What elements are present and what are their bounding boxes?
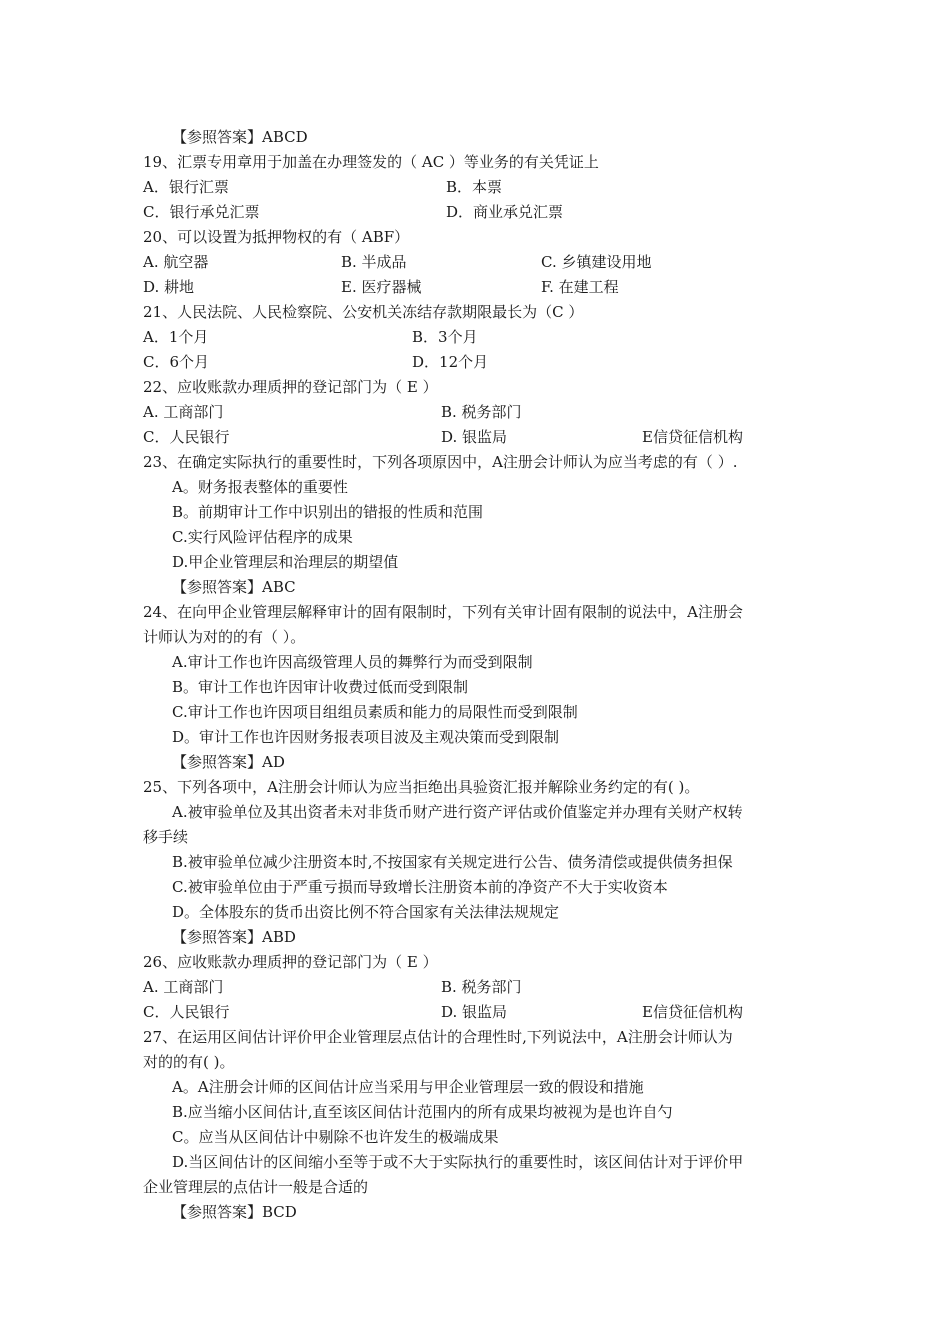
option-c: C．人民银行 [143, 1003, 230, 1021]
option-b: B。审计工作也许因审计收费过低而受到限制 [172, 678, 469, 696]
option-b: B。前期审计工作中识别出的错报的性质和范围 [172, 503, 484, 521]
answer-line: 【参照答案】ABCD [172, 128, 308, 146]
question-20: 20、可以设置为抵押物权的有（ ABF） [143, 228, 410, 246]
option-a: A.审计工作也许因高级管理人员的舞弊行为而受到限制 [172, 653, 533, 671]
option-d-cont: 企业管理层的点估计一般是合适的 [143, 1178, 369, 1196]
option-d: D．商业承兑汇票 [446, 203, 564, 221]
question-22: 22、应收账款办理质押的登记部门为（ E ） [143, 378, 438, 396]
option-b: B. 税务部门 [441, 978, 522, 996]
option-a: A. 工商部门 [143, 978, 224, 996]
option-d: D.甲企业管理层和治理层的期望值 [172, 553, 399, 571]
option-a: A。A注册会计师的区间估计应当采用与甲企业管理层一致的假设和措施 [172, 1078, 644, 1096]
question-24-cont: 计师认为对的的有（ ）。 [143, 628, 306, 646]
option-b: B.应当缩小区间估计,直至该区间估计范围内的所有成果均被视为是也许自勺 [172, 1103, 673, 1121]
option-e: E信贷征信机构 [642, 428, 743, 446]
answer-line: 【参照答案】AD [172, 753, 285, 771]
option-c: C．6个月 [143, 353, 210, 371]
option-a: A。财务报表整体的重要性 [172, 478, 348, 496]
option-d: D.当区间估计的区间缩小至等于或不大于实际执行的重要性时，该区间估计对于评价甲 [172, 1153, 744, 1171]
option-b: B.被审验单位减少注册资本时,不按国家有关规定进行公告、债务清偿或提供债务担保 [172, 853, 733, 871]
option-b: B．本票 [446, 178, 503, 196]
option-d: D. 耕地 [143, 278, 195, 296]
option-c: C.实行风险评估程序的成果 [172, 528, 353, 546]
option-d: D。审计工作也许因财务报表项目波及主观决策而受到限制 [172, 728, 560, 746]
option-d: D。全体股东的货币出资比例不符合国家有关法律法规规定 [172, 903, 560, 921]
option-a: A．银行汇票 [143, 178, 229, 196]
option-e: E信贷征信机构 [642, 1003, 743, 1021]
answer-line: 【参照答案】BCD [172, 1203, 297, 1221]
option-a: A.被审验单位及其出资者未对非货币财产进行资产评估或价值鉴定并办理有关财产权转 [172, 803, 743, 821]
question-24: 24、在向甲企业管理层解释审计的固有限制时，下列有关审计固有限制的说法中，A注册会 [143, 603, 743, 621]
question-26: 26、应收账款办理质押的登记部门为（ E ） [143, 953, 438, 971]
option-c: C。应当从区间估计中剔除不也许发生的极端成果 [172, 1128, 499, 1146]
option-c: C. 乡镇建设用地 [541, 253, 652, 271]
option-a: A. 工商部门 [143, 403, 224, 421]
answer-line: 【参照答案】ABD [172, 928, 296, 946]
option-d: D. 银监局 [441, 1003, 508, 1021]
option-d: D．12个月 [412, 353, 489, 371]
option-b: B. 税务部门 [441, 403, 522, 421]
option-a: A．1个月 [143, 328, 209, 346]
answer-line: 【参照答案】ABC [172, 578, 296, 596]
option-b: B．3个月 [412, 328, 478, 346]
option-c: C．人民银行 [143, 428, 230, 446]
question-19: 19、汇票专用章用于加盖在办理签发的（ AC ）等业务的有关凭证上 [143, 153, 599, 171]
question-21: 21、人民法院、人民检察院、公安机关冻结存款期限最长为（C ） [143, 303, 584, 321]
option-e: E. 医疗器械 [341, 278, 422, 296]
option-d: D. 银监局 [441, 428, 508, 446]
option-c: C.被审验单位由于严重亏损而导致增长注册资本前的净资产不大于实收资本 [172, 878, 668, 896]
question-25: 25、下列各项中，A注册会计师认为应当拒绝出具验资汇报并解除业务约定的有( )。 [143, 778, 700, 796]
option-f: F. 在建工程 [541, 278, 619, 296]
option-a: A. 航空器 [143, 253, 209, 271]
option-b: B. 半成品 [341, 253, 407, 271]
option-c: C.审计工作也许因项目组组员素质和能力的局限性而受到限制 [172, 703, 578, 721]
question-27-cont: 对的的有( )。 [143, 1053, 235, 1071]
question-27: 27、在运用区间估计评价甲企业管理层点估计的合理性时,下列说法中，A注册会计师认为 [143, 1028, 733, 1046]
option-c: C．银行承兑汇票 [143, 203, 260, 221]
option-a-cont: 移手续 [143, 828, 189, 846]
question-23: 23、在确定实际执行的重要性时，下列各项原因中，A注册会计师认为应当考虑的有（ ）. [143, 453, 738, 471]
